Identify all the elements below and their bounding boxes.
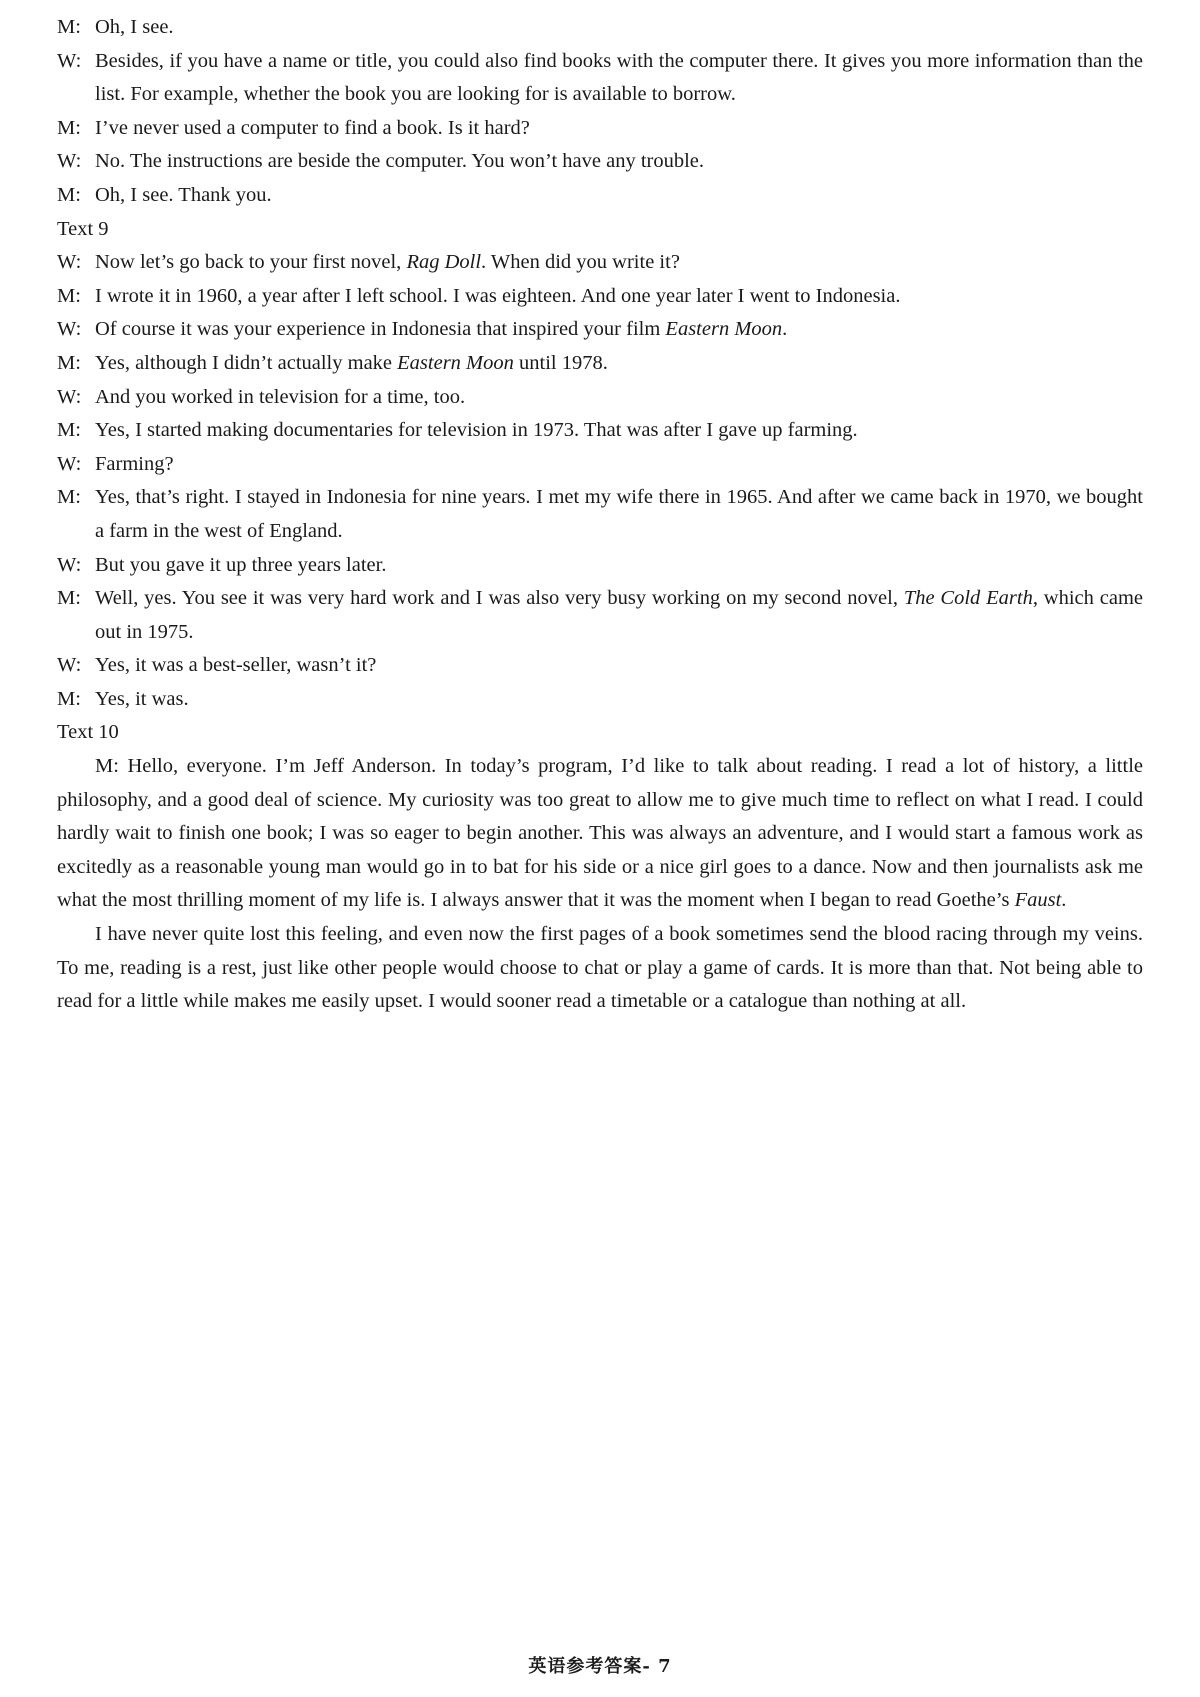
document-body xyxy=(57,11,1143,1019)
speaker-label: M: xyxy=(57,351,81,374)
dialog-line xyxy=(57,179,1143,213)
text-segment: Well, yes. You see it was very hard work and I was also very busy working on my second novel, xyxy=(95,587,904,610)
dialog-line xyxy=(57,246,1143,280)
dialog-line xyxy=(57,448,1143,482)
speaker-label: M: xyxy=(57,183,81,206)
speaker-label: W: xyxy=(57,385,82,408)
dialog-line xyxy=(57,381,1143,415)
text-segment: Farming? xyxy=(95,452,174,475)
speaker-label: W: xyxy=(57,150,82,173)
dialog-line xyxy=(57,683,1143,717)
text-segment: Yes, although I didn’t actually make xyxy=(95,351,398,374)
dialog-line xyxy=(57,649,1143,683)
dialog-line xyxy=(57,11,1143,45)
text-segment: But you gave it up three years later. xyxy=(95,553,387,576)
speaker-label: M: xyxy=(57,284,81,307)
text-segment: . xyxy=(782,318,788,341)
text-segment: I wrote it in 1960, a year after I left school. I was eighteen. And one year later I went to Indonesia. xyxy=(95,284,901,307)
speaker-label: W: xyxy=(57,452,82,475)
speaker-label: W: xyxy=(57,553,82,576)
speaker-label: W: xyxy=(57,654,82,677)
speaker-label: M: xyxy=(57,486,81,509)
dialog-line xyxy=(57,313,1143,347)
dialog-line xyxy=(57,145,1143,179)
italic-title: Eastern Moon xyxy=(397,351,514,374)
speaker-label: M: xyxy=(57,587,81,610)
text-segment: No. The instructions are beside the computer. You won’t have any trouble. xyxy=(95,150,705,173)
text-segment: Besides, if you have a name or title, you could also find books with the computer there. It gives you more information than the list. For example, whether the book you are looking for is available to borrow. xyxy=(95,49,1143,106)
dialog-line xyxy=(57,481,1143,548)
speaker-label: M: xyxy=(57,116,81,139)
page-footer: 英语参考答案- 7 xyxy=(528,1656,672,1677)
italic-title: Faust xyxy=(1014,889,1062,912)
text-segment: Of course it was your experience in Indonesia that inspired your film xyxy=(95,318,666,341)
text-segment: Text 10 xyxy=(57,721,119,744)
speaker-label: M: xyxy=(57,419,81,442)
text-segment: Yes, I started making documentaries for television in 1973. That was after I gave up farming. xyxy=(95,419,858,442)
speaker-label: M: xyxy=(57,16,81,38)
text-segment: And you worked in television for a time, too. xyxy=(95,385,466,408)
text-segment: Yes, that’s right. I stayed in Indonesia for nine years. I met my wife there in 1965. And after we came back in 1970, we bought a farm in the west of England. xyxy=(95,486,1143,542)
italic-title: The Cold Earth xyxy=(903,587,1033,610)
text-segment: Oh, I see. xyxy=(95,16,174,38)
speaker-label: M: xyxy=(57,687,81,710)
speaker-label: W: xyxy=(57,318,82,341)
speaker-label: W: xyxy=(57,251,82,274)
text-segment: I have never quite lost this feeling, and even now the first pages of a book sometimes send the blood racing through my veins. To me, reading is a rest, just like other people would choose to chat or play a game of cards. It is more than that. Not being able to read for a little while makes me easily upset. I would sooner read a timetable or a catalogue than nothing at all. xyxy=(57,923,1143,1013)
section-heading xyxy=(57,213,1143,247)
section-heading xyxy=(57,716,1143,750)
text-segment: Yes, it was. xyxy=(95,687,189,710)
dialog-line xyxy=(57,582,1143,649)
dialog-line xyxy=(57,45,1143,112)
paragraph xyxy=(57,918,1143,1019)
text-segment: M: Hello, everyone. I’m Jeff Anderson. In today’s program, I’d like to talk about reading. I read a lot of history, a little philosophy, and a good deal of science. My curiosity was too great to allow me to give much time to reflect on what I read. I could hardly wait to finish one book; I was so eager to begin another. This was always an adventure, and I would start a famous work as excitedly as a reasonable young man would go in to bat for his side or a nice girl goes to a dance. Now and then journalists ask me what the most thrilling moment of my life is. I always answer that it was the moment when I began to read Goethe’s xyxy=(57,755,1143,912)
italic-title: Eastern Moon xyxy=(665,318,783,341)
dialog-line xyxy=(57,280,1143,314)
text-segment: Oh, I see. Thank you. xyxy=(95,183,272,206)
dialog-line xyxy=(57,549,1143,583)
text-segment: . xyxy=(1061,889,1067,912)
dialog-line xyxy=(57,112,1143,146)
paragraph xyxy=(57,750,1143,918)
text-segment: Text 9 xyxy=(57,217,109,240)
text-segment: Now let’s go back to your first novel, xyxy=(95,251,407,274)
text-segment: until 1978. xyxy=(513,351,608,374)
text-segment: , which came out in 1975. xyxy=(95,587,1143,643)
text-segment: I’ve never used a computer to find a book. Is it hard? xyxy=(95,116,530,139)
text-segment: Yes, it was a best-seller, wasn’t it? xyxy=(95,654,377,677)
text-segment: . When did you write it? xyxy=(481,251,680,274)
dialog-line xyxy=(57,347,1143,381)
speaker-label: W: xyxy=(57,49,82,72)
dialog-line xyxy=(57,414,1143,448)
italic-title: Rag Doll xyxy=(406,251,482,274)
